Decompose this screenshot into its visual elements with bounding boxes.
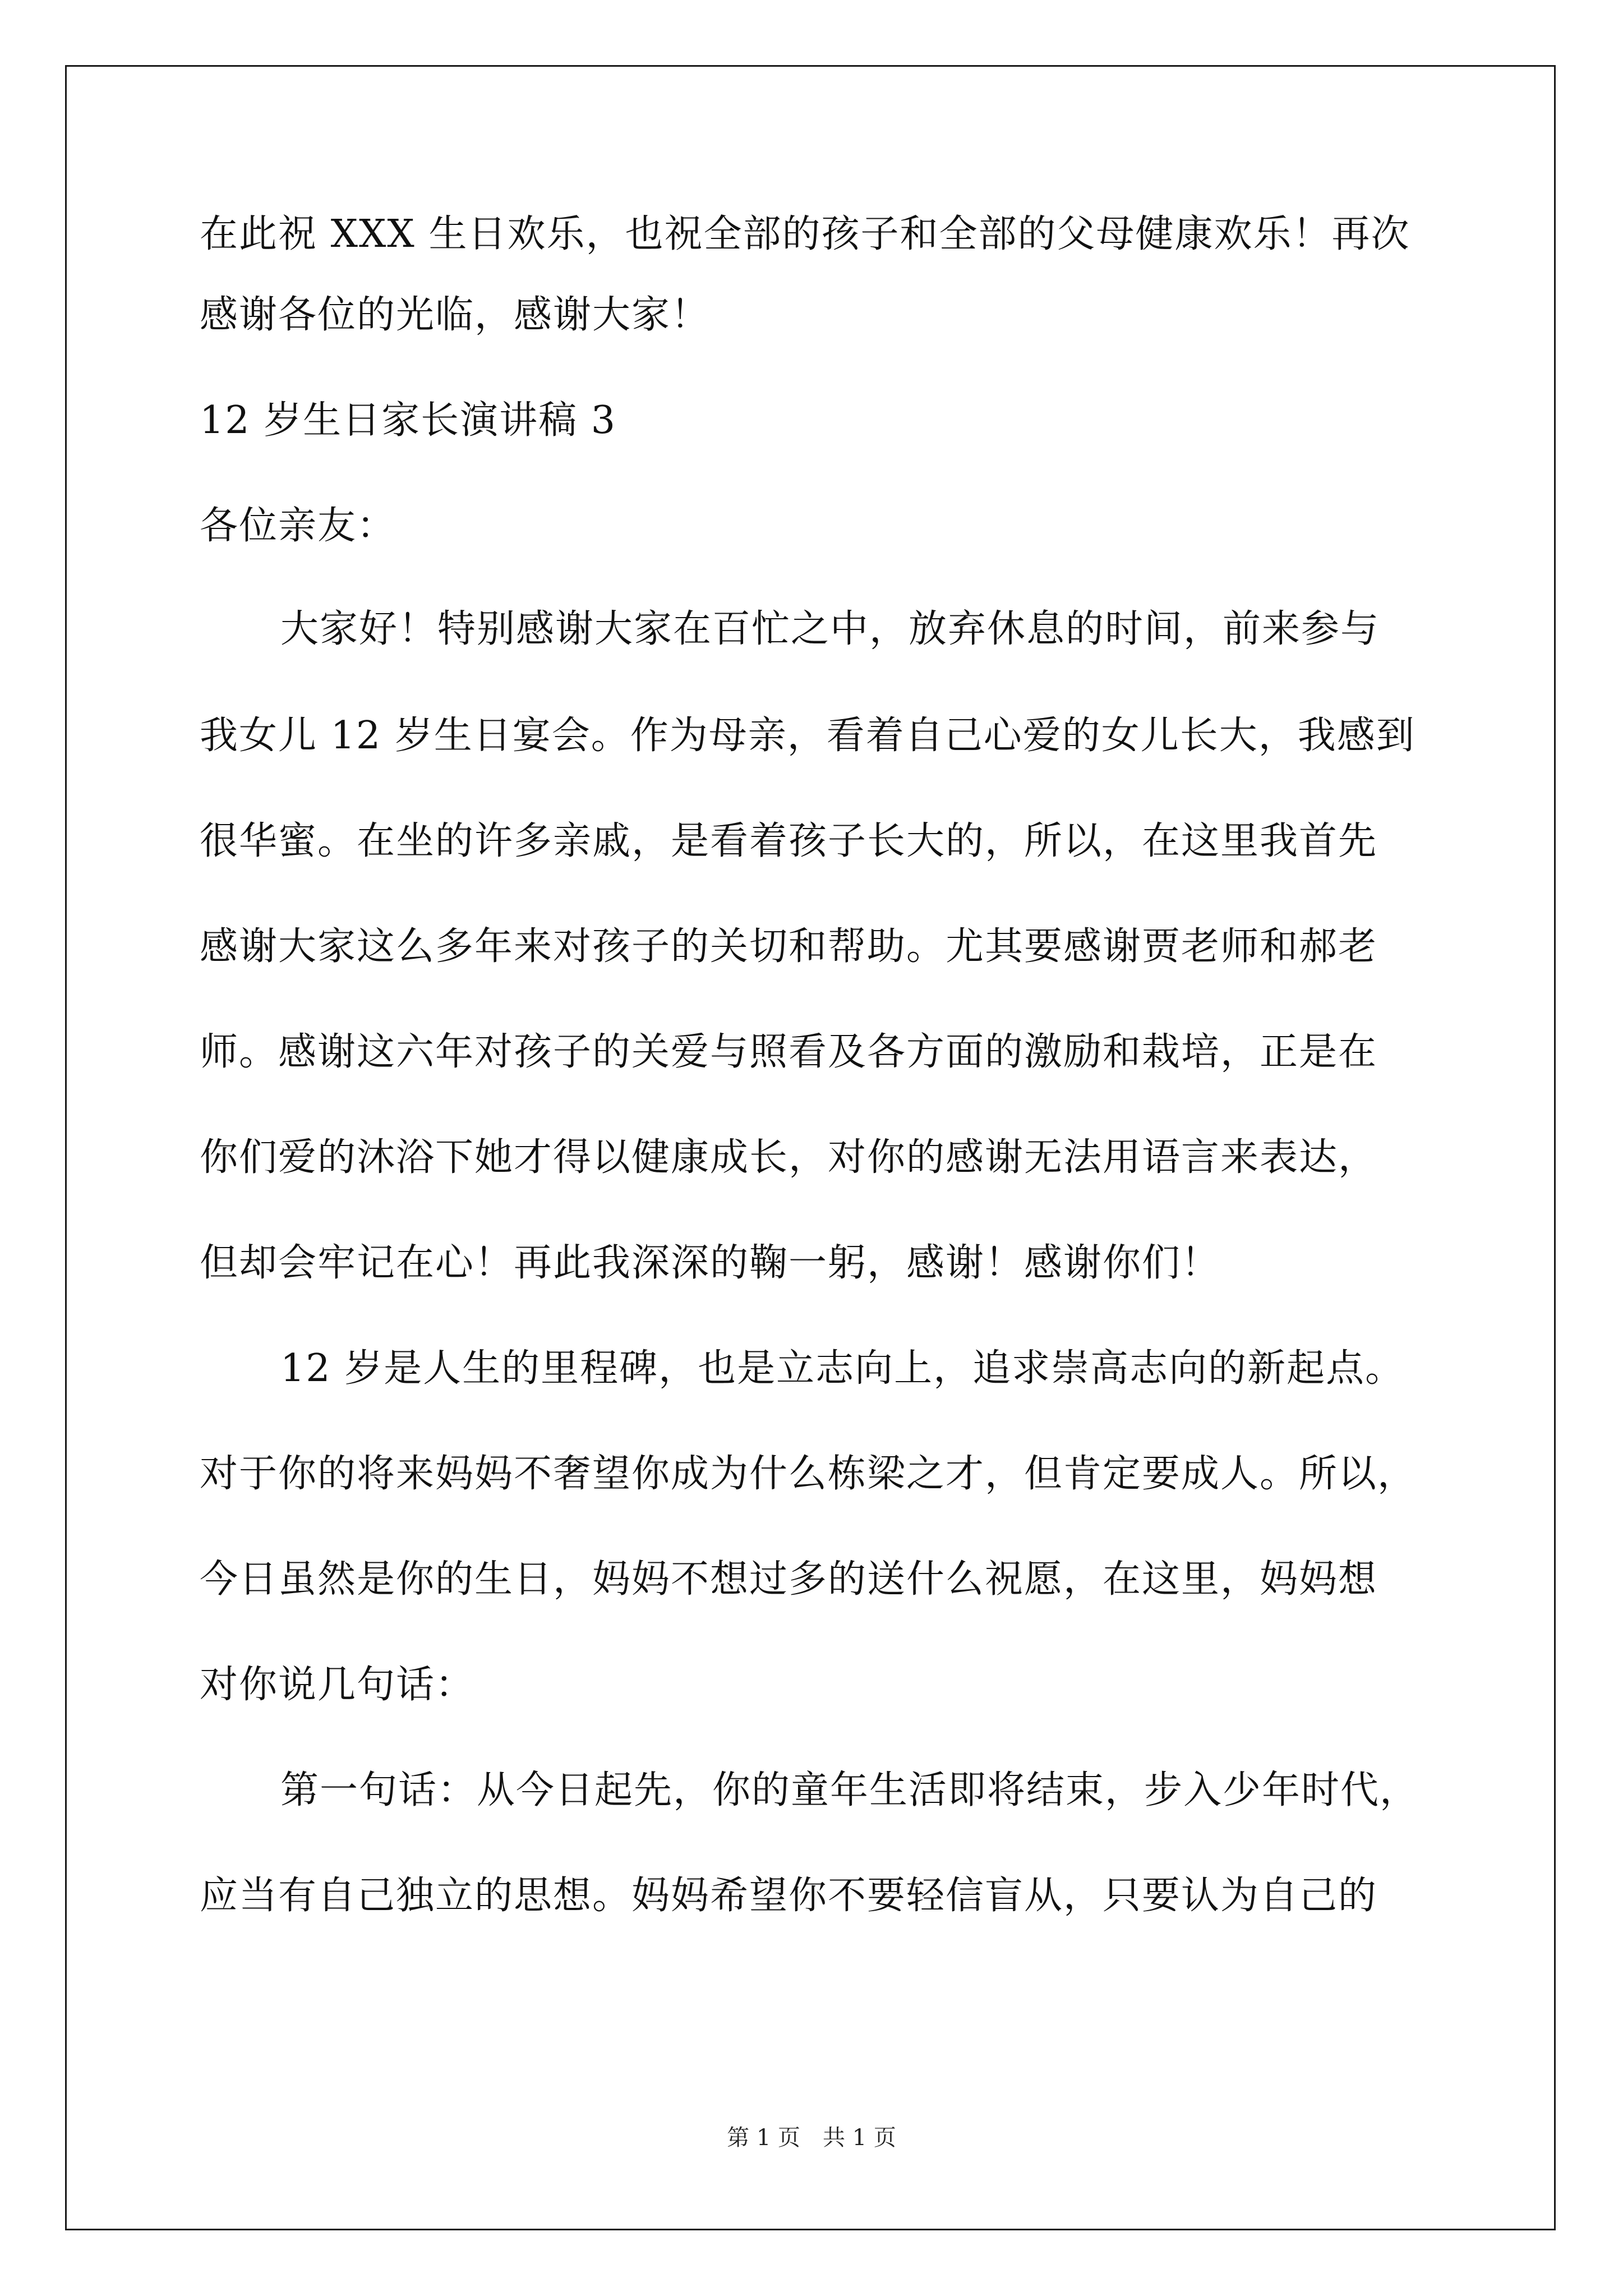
- text-line: 今日虽然是你的生日，妈妈不想过多的送什么祝愿，在这里，妈妈想: [200, 1557, 1378, 1602]
- salutation: 各位亲友：: [200, 504, 396, 548]
- text-line: 我女儿 12 岁生日宴会。作为母亲，看着自己心爱的女儿长大，我感到: [200, 714, 1415, 758]
- text-line: 但却会牢记在心！再此我深深的鞠一躬，感谢！感谢你们！: [200, 1241, 1221, 1285]
- text-line: 对你说几句话：: [200, 1663, 475, 1707]
- text-line: 12 岁是人生的里程碑，也是立志向上，追求崇高志向的新起点。: [280, 1346, 1405, 1391]
- text-line: 在此祝 XXX 生日欢乐，也祝全部的孩子和全部的父母健康欢乐！再次: [200, 212, 1410, 256]
- text-line: 师。感谢这六年对孩子的关爱与照看及各方面的激励和栽培，正是在: [200, 1030, 1378, 1074]
- section-heading: 12 岁生日家长演讲稿 3: [200, 398, 617, 443]
- text-line: 你们爱的沐浴下她才得以健康成长，对你的感谢无法用语言来表达，: [200, 1135, 1378, 1180]
- text-line: 感谢大家这么多年来对孩子的关切和帮助。尤其要感谢贾老师和郝老: [200, 924, 1378, 969]
- text-line: 很华蜜。在坐的许多亲戚，是看着孩子长大的，所以，在这里我首先: [200, 819, 1378, 863]
- text-line: 对于你的将来妈妈不奢望你成为什么栋梁之才，但肯定要成人。所以，: [200, 1452, 1417, 1496]
- text-line: 应当有自己独立的思想。妈妈希望你不要轻信盲从，只要认为自己的: [200, 1874, 1378, 1918]
- text-line: 感谢各位的光临，感谢大家！: [200, 293, 711, 337]
- page-number: 第 1 页 共 1 页: [727, 2125, 896, 2151]
- text-line: 大家好！特别感谢大家在百忙之中，放弃休息的时间，前来参与: [280, 607, 1380, 651]
- text-line: 第一句话：从今日起先，你的童年生活即将结束，步入少年时代，: [280, 1768, 1419, 1812]
